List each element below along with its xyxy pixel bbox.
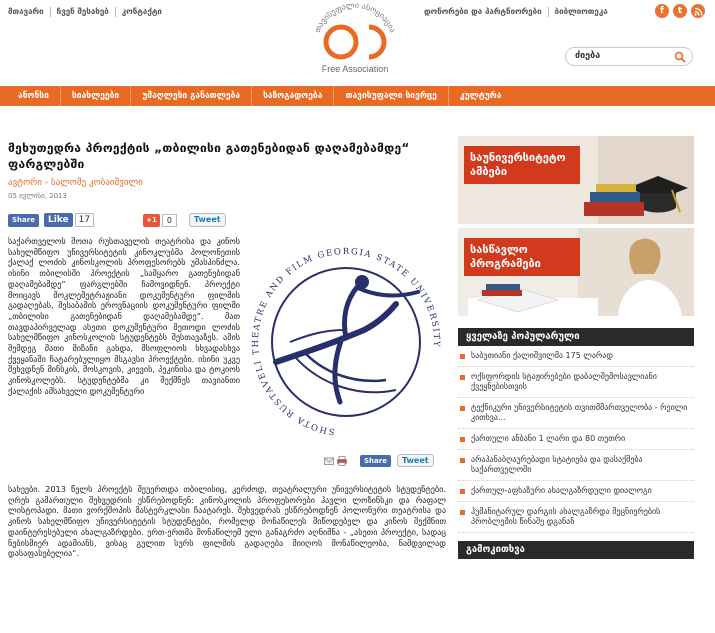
bullet-icon (460, 437, 465, 442)
nav-item-culture[interactable]: კულტურა (459, 91, 502, 101)
popular-item-text: ტექნიკური უნივერსიტეტის თვითმმართველობა - რეილი კითხვა... (471, 403, 688, 422)
social-links (655, 4, 705, 18)
article-author[interactable]: ავტორი - სალომე კობაიშვილი (8, 178, 143, 188)
search-input-value: ძიება (575, 51, 601, 61)
poll-section-title: გამოკითხვა (458, 541, 694, 559)
sidebar (458, 136, 694, 559)
emblem-ring-text: SHOTA RUSTAVELI THEATRE AND FILM GEORGIA STATE UNIVERSITY (251, 246, 442, 437)
google-plus-count: 0 (162, 214, 177, 227)
bullet-icon (460, 406, 465, 411)
banner-university-news-label: საუნივერსიტეტო ამბები (464, 146, 580, 184)
nav-item-higher-education[interactable]: უმაღლესი განათლება (131, 86, 252, 106)
list-item[interactable] (458, 502, 694, 533)
article-body-column: საქართველოს შოთა რუსთაველის თეატრისა და კინოს სახელმწიფო უნივერსიტეტის კინოკლუბმა პოლონეთის ქალაქ ლოძის კინოსკოლის პროფესორებს უმასპინძლა. ისინი თბილისში პროექტის „სამყარო გათენებიდან დაღამებამდე“ ფარგლებში ჩამოვიდნენ. პროექტი მოიცავს მოკლემეტრაჟიანი დოკუმენტური ფილმის გადაღებას, შესაბამის ეროვნაციის დოკუმენტური ფილმი „თბილისი გათენებიდან დაღამებამდე“. მათ თავდაპირველად ასეთი დოკუმენტური მეთოდი ლოძის სახელმწიფო კინოსკოლის სტუდენტებს შესთავაზეს. ამის შემდეგ მათი მიზანი გახდა, მსოფლიოს სხვადასხვა ქვეყანაში ჩატარებულიყო მსგავსი პროექტები. ისინი უკვე შეხვდნენ მინსკის, მოსკოვის, კიევის, პეკინისა და ტოკიოს კინოსკოლებს. სტუდენტებმა კი შექმნეს თავიანთი ქალაქის ამსახველი დოკუმენტური (8, 236, 240, 396)
top-links-left (8, 7, 168, 17)
logo[interactable] (295, 2, 415, 84)
popular-item-text: არაპანაბღაურებადი სტატიება და დასაქმება საქართველოში (471, 455, 643, 474)
article (8, 140, 448, 559)
top-header (0, 0, 715, 86)
bullet-icon (460, 489, 465, 494)
popular-item-text: ჰუმანიტარულ დარგის ახალგაზრდა მეცნიერების პრობლემის წინაშე დგანან (471, 507, 661, 526)
share-bar-secondary (324, 454, 434, 467)
like-count: 17 (75, 213, 94, 227)
facebook-icon[interactable]: f (655, 4, 669, 18)
top-link-about[interactable]: ჩვენ შესახებ (51, 7, 116, 17)
banner-university-news[interactable] (458, 136, 694, 224)
list-item[interactable] (458, 481, 694, 502)
nav-item-society[interactable]: საზოგადოება (252, 86, 334, 106)
facebook-like-button[interactable]: Like (44, 213, 73, 227)
list-item[interactable] (458, 367, 694, 398)
main-nav (0, 86, 715, 106)
search-input[interactable] (565, 47, 693, 66)
top-link-library[interactable]: ბიბლიოთეკა (554, 7, 608, 16)
svg-text:თავისუფალი ასოციაცია (313, 2, 398, 34)
popular-item-text: ოქსფორდის სტაჟირებები დაბალშემოსავლიანი ქვეყნებისთვის (471, 372, 657, 391)
search-icon[interactable] (674, 51, 686, 63)
bullet-icon (460, 354, 465, 359)
popular-item-text: ქართულ-აფხაზური ახალგაზრდული დიალოგი (471, 486, 652, 495)
nav-item-free-space[interactable]: თავისუფალი სივრცე (334, 86, 448, 106)
email-icon[interactable] (324, 456, 334, 466)
list-item[interactable] (458, 450, 694, 481)
article-title: მეხუთედრა პროექტის „თბილისი გათენებიდან დაღამებამდე“ ფარგლებში (8, 141, 410, 171)
google-plus-button[interactable]: +1 (143, 214, 160, 227)
facebook-share-button-secondary[interactable]: Share (360, 455, 391, 467)
article-date: 05 ივლისი, 2013 (8, 192, 67, 200)
tweet-button-secondary[interactable]: Tweet (397, 454, 434, 467)
university-emblem-icon (246, 234, 446, 450)
nav-item-announcements[interactable]: ანონსი (0, 86, 61, 106)
banner-study-programs[interactable] (458, 228, 694, 316)
rss-icon[interactable] (691, 4, 705, 18)
popular-item-text: საბუთიანი ქალიშვილმა 175 ლარად (471, 351, 613, 360)
top-link-home[interactable]: მთავარი (8, 7, 51, 17)
article-body-full: სახეები. 2013 წელს პროექტს შეუერთდა თბილისიც, კერძოდ, თეატრალური უნივერსიტეტის სტუდენტები. ღრეს გამართული შეხვედრის ესწრებოდნენ: კინოსკოლის პროფესორები ჰავლი ლოზინსკი და რაფალ ლისტოპადი. მათი ვორქშოპის მასტერკლასი ჩაატარეს. შეხვედრას ესწრებოდნენ პოლონური თეატრისა და კინოს სახელმწიფო უნივერსიტეტის სტუდენტები, რომელდ მონაწილეს მიწოდებელ და კინოს შექმნით დაინტერესებული ახალგაზრდები. ერთ-ერთმა მონაწილემ ელი განაგრძო აღნიშნა - „ასეთი პროექტი, სადაც ნებისმიერ ადამიანს, ვისაც გულით სურს ფილმის გადაღება მიიღოს მონაწილეობა, ნამდვილად დასაფასებელია“. (8, 484, 446, 559)
university-emblem (246, 234, 446, 450)
list-item[interactable] (458, 346, 694, 367)
bullet-icon (460, 510, 465, 515)
list-item[interactable] (458, 398, 694, 429)
facebook-share-button[interactable]: Share (8, 214, 39, 227)
top-links-right (418, 7, 614, 17)
logo-arc-text: თავისუფალი ასოციაცია (312, 2, 398, 34)
popular-item-text: ქართული ანბანი 1 ლარი და 80 თეთრი (471, 434, 626, 443)
twitter-icon[interactable]: t (673, 4, 687, 18)
popular-section-title: ყველაზე პოპულარული (458, 328, 694, 346)
svg-text:SHOTA RUSTAVELI THEATRE AND FI (251, 247, 441, 436)
list-item[interactable] (458, 429, 694, 450)
top-link-contact[interactable]: კონტაქტი (121, 7, 162, 16)
top-link-donors[interactable]: დონორები და პარტნიორები (418, 7, 549, 17)
bullet-icon (460, 458, 465, 463)
logo-text: Free Association (321, 64, 389, 74)
share-bar (8, 212, 226, 228)
bullet-icon (460, 375, 465, 380)
print-icon[interactable] (337, 456, 347, 466)
tweet-button[interactable]: Tweet (189, 213, 226, 227)
popular-list (458, 346, 694, 533)
nav-item-news[interactable]: სიახლეები (61, 86, 131, 106)
banner-study-programs-label: სასწავლო პროგრამები (464, 238, 580, 276)
